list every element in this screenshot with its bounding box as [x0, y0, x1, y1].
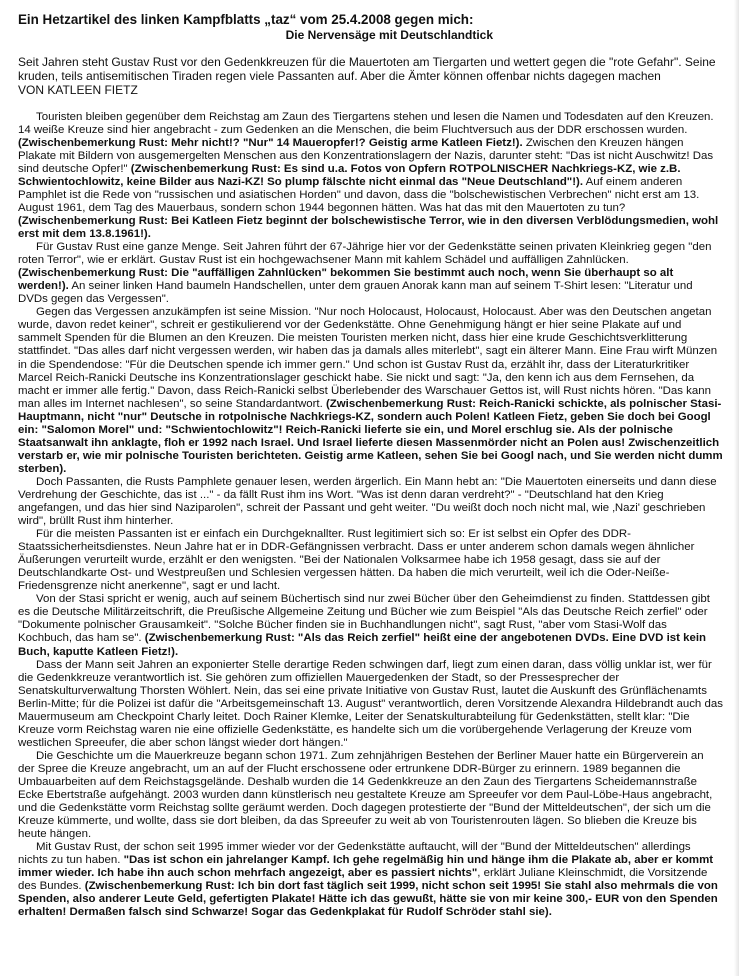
- rust-remark: (Zwischenbemerkung Rust: Es sind u.a. Fotos von Opfern ROTPOLNISCHER Nachkriegs-KZ, wie z.B. Schwientochlowitz, keine Bilder aus Nazi-KZ! So plump fälschte nicht einmal das "Neue Deutschland"!).: [18, 162, 681, 188]
- article-text: Von der Stasi spricht er wenig, auch auf seinem Büchertisch sind nur zwei Bücher über den Geheimdienst zu finden. Stattdessen gibt es die Deutsche Militärzeitschrift, die Preußische Allgemeine Zeitung und Bücher wie zum Beispiel "Als das Deutsche Reich zerfiel" oder "Dokumente polnischer Grausamkeit". "Solche Bücher finden sie in Buchhandlungen nicht", sagt Rust, "aber vom Stasi-Wolf das Kochbuch, das ham se".: [18, 593, 710, 645]
- intro-lead: Seit Jahren steht Gustav Rust vor den Gedenkkreuzen für die Mauertoten am Tiergarten und wettert gegen die "rote Gefahr". Seine kruden, teils antisemitischen Tiraden regen viele Passanten auf. Aber die Ämter können offenbar nichts dagegen machen: [18, 55, 716, 84]
- article-text: , erklärt Juliane Kleinschmidt, die Vorsitzende des Bundes.: [18, 867, 708, 893]
- article-text: Die Geschichte um die Mauerkreuze begann schon 1971. Zum zehnjährigen Bestehen der Berliner Mauer hatte ein Bürgerverein an der Spree die Kreuze angebracht, um an auf der Flucht erschossene oder ertrunkene DDR-Bürger zu erinnern. 1989 begannen die Umbauarbeiten auf dem Reichstagsgelände. Deshalb wurden die 14 Gedenkkreuze an den Zaun des Tiergartens Scheidemannstraße Ecke Ebertstraße aufgehängt. 2003 wurden dann künstlerisch neu gestaltete Kreuze am Spreeufer vor dem Paul-Löbe-Haus angebracht, und die Gedenkstätte vorm Reichstag sollte geräumt werden. Doch dagegen protestierte der "Bund der Mitteldeutschen", der sich um die Kreuze kümmerte, und wollte, dass sie dort bleiben, da das Spreeufer zu weit ab von Touristenrouten lägen. So blieben die Kreuze bis heute hängen.: [18, 749, 713, 841]
- scan-edge-shadow: [734, 0, 739, 976]
- article-text: Für Gustav Rust eine ganze Menge. Seit Jahren führt der 67-Jährige hier vor der Gedenkstätte seinen privaten Kleinkrieg gegen "den roten Terror", wie er erklärt. Gustav Rust ist ein hochgewachsener Mann mit kahlem Schädel und auffälligen Zahnlücken.: [18, 241, 712, 267]
- article-body: [18, 111, 723, 920]
- document-subtitle: Die Nervensäge mit Deutschlandtick: [285, 28, 493, 42]
- article-text: Mit Gustav Rust, der schon seit 1995 immer wieder vor der Gedenkstätte auftaucht, will der "Bund der Mitteldeutschen" allerdings nichts zu tun haben.: [18, 841, 691, 867]
- article-text: Doch Passanten, die Rusts Pamphlete genauer lesen, werden ärgerlich. Ein Mann hebt an: "Die Mauertoten einerseits und dann diese Verdrehung der Geschichte, das ist ..." - da fällt Rust ihm ins Wort. "Was ist denn daran verdreht?" - "Deutschland hat den Krieg angefangen, und das hier sind Naziparolen", schreit der Passant und geht weiter. "Du weißt doch noch nicht mal, wie ‚Nazi' geschrieben wird", brüllt Rust ihm hinterher.: [18, 475, 717, 528]
- article-text: Touristen bleiben gegenüber dem Reichstag am Zaun des Tiergartens stehen und lesen die Namen und Todesdaten auf den Kreuzen. 14 weiße Kreuze sind hier angebracht - zum Gedenken an die Menschen, die beim Fluchtversuch aus der DDR erschossen wurden.: [18, 110, 714, 136]
- article-paragraph: [18, 593, 723, 658]
- article-paragraph: [18, 241, 723, 306]
- rust-remark: (Zwischenbemerkung Rust: Reich-Ranicki schickte, als polnischer Stasi-Hauptmann, nicht "nur" Deutsche in rotpolnische Nachkriegs-KZ, sondern auch Polen! Katleen Fietz, geben Sie doch bei Googl ein: "Salomon Morel" und: "Schwientochlowitz"! Reich-Ranicki lieferte sie ein, und Morel erschlug sie. Als der polnische Staatsanwalt ihn anklagte, floh er 1992 nach Israel. Und Israel lieferte diesen Massenmörder nicht an Polen aus! Zwischenzeitlich verstarb er, wie mir polnische Touristen berichteten. Geistig arme Katleen, sehen Sie bei Googl nach, und Sie werden nicht dumm sterben).: [18, 397, 723, 475]
- byline: VON KATLEEN FIETZ: [18, 83, 138, 98]
- article-paragraph: [18, 659, 723, 750]
- intro-block: [18, 55, 723, 98]
- rust-remark: (Zwischenbemerkung Rust: Die "auffälligen Zahnlücken" bekommen Sie bestimmt auch noch, wenn Sie überhaupt so alt werden!).: [18, 267, 674, 293]
- article-paragraph: [18, 841, 723, 919]
- article-text: An seiner linken Hand baumeln Handschellen, unter dem grauen Anorak kann man auf seinem T-Shirt lesen: "Literatur und DVDs gegen das Vergessen".: [18, 280, 693, 306]
- article-paragraph: [18, 528, 723, 593]
- rust-remark: (Zwischenbemerkung Rust: Ich bin dort fast täglich seit 1999, nicht schon seit 1995! Sie stahl also mehrmals die von Spenden, also anderer Leute Geld, gefertigten Plakate! Hätte ich das gewußt, hätte sie von mir keine 300,- EUR von den Spenden erhalten! Dermaßen falsch sind Schwarze! Sogar das Gedenkplakat für Rudolf Schröder stahl sie).: [18, 880, 718, 919]
- article-paragraph: [18, 111, 723, 241]
- article-paragraph: [18, 476, 723, 528]
- article-paragraph: [18, 306, 723, 476]
- rust-remark: "Das ist schon ein jahrelanger Kampf. Ich gehe regelmäßig hin und hänge ihm die Plakate ab, aber er kommt immer wieder. Ich habe ihn auch schon mehrfach angezeigt, aber es passiert nichts": [18, 854, 714, 880]
- article-text: Auf einem anderen Pamphlet ist die Rede von "russischen und asiatischen Horden" und davon, dass die "bolschewistischen Verbrechen" nicht erst am 13. August 1961, dem Tag des Mauerbaus, sondern schon 1944 begonnen hätten. Was hat das mit den Mauertoten zu tun?: [18, 175, 700, 214]
- article-paragraph: [18, 750, 723, 841]
- rust-remark: (Zwischenbemerkung Rust: "Als das Reich zerfiel" heißt eine der angebotenen DVDs. Eine DVD ist kein Buch, kaputte Katleen Fietz!).: [18, 632, 707, 658]
- article-text: Für die meisten Passanten ist er einfach ein Durchgeknallter. Rust legitimiert sich so: Er ist selbst ein Opfer des DDR-Staatssicherheitsdienstes. Neun Jahre hat er in DDR-Gefängnissen verbracht. Dass er unter anderem schon damals wegen ähnlicher Äußerungen verurteilt wurde, erzählt er den wenigsten. "Bei der Nationalen Volksarmee habe ich 1958 gesagt, dass sie auf der Deutschlandkarte Ost- und Westpreußen und Schlesien vergessen hätten. Da haben die mich verurteilt, weil ich die Oder-Neiße-Friedensgrenze nicht anerkenne", sagt er und lacht.: [18, 528, 695, 593]
- rust-remark: (Zwischenbemerkung Rust: Mehr nicht!? "Nur" 14 Maueropfer!? Geistig arme Katleen Fietz!).: [18, 136, 523, 149]
- article-text: Gegen das Vergessen anzukämpfen ist seine Mission. "Nur noch Holocaust, Holocaust, Holocaust. Aber was den Deutschen angetan wurde, davon redet keiner", schreit er gestikulierend vor der Gedenkstätte. Ohne Genehmigung hängt er hier seine Plakate auf und sammelt Spenden für die Blumen an den Kreuzen. Die meisten Touristen merken nicht, dass hier eine krude Geschichtsverklitterung stattfindet. "Das alles darf nicht vergessen werden, wir haben das ja damals alles miterlebt", sagt ein älterer Mann. Eine Frau wirft Münzen in die Spendendose: "Für die Deutschen spende ich immer gern." Und schon ist Gustav Rust da, erzählt ihr, dass der Literaturkritiker Marcel Reich-Ranicki Deutsche ins Konzentrationslager geschickt habe. Sie nickt und sagt: "Ja, den kenn ich aus dem Fernsehen, da macht er immer alle fertig." Davon, dass Reich-Ranicki selbst Überlebender des Warschauer Gettos ist, will Rust nichts hören. "Das kann man alles im Internet nachlesen", so seine Standardantwort.: [18, 306, 718, 410]
- document-title: Ein Hetzartikel des linken Kampfblatts „taz“ vom 25.4.2008 gegen mich:: [18, 12, 474, 27]
- article-text: Dass der Mann seit Jahren an exponierter Stelle derartige Reden schwingen darf, liegt zum einen daran, dass völlig unklar ist, wer für die Gedenkkreuze verantwortlich ist. Sie gehören zum offiziellen Mauergedenken der Stadt, so der Pressesprecher der Senatskulturverwaltung Thorsten Wöhlert. Nein, das sei eine private Initiative von Gustav Rust, lautet die Auskunft des Grünflächenamts Berlin-Mitte; für die Polizei ist dafür die "Arbeitsgemeinschaft 13. August" verantwortlich, deren Vorsitzende Alexandra Hildebrandt auch das Mauermuseum am Checkpoint Charly leitet. Doch Rainer Klemke, Leiter der Senatskulturabteilung für Gedenkstätten, stellt klar: "Die Kreuze vorm Reichstag waren nie eine offizielle Gedenkstätte, es handelte sich um die vorübergehende Verlagerung der Kreuze vom westlichen Spreeufer, die aber schon längst wieder dort hängen.": [18, 658, 723, 749]
- rust-remark: (Zwischenbemerkung Rust: Bei Katleen Fietz beginnt der bolschewistische Terror, wie in den diversen Verblödungsmedien, wohl erst mit dem 13.8.1961!).: [18, 214, 719, 241]
- article-text: Zwischen den Kreuzen hängen Plakate mit Bildern von ausgemergelten Menschen aus den Konzentrationslagern der Nazis, darunter steht: "Das ist nicht Auschwitz! Das sind deutsche Opfer!": [18, 136, 714, 175]
